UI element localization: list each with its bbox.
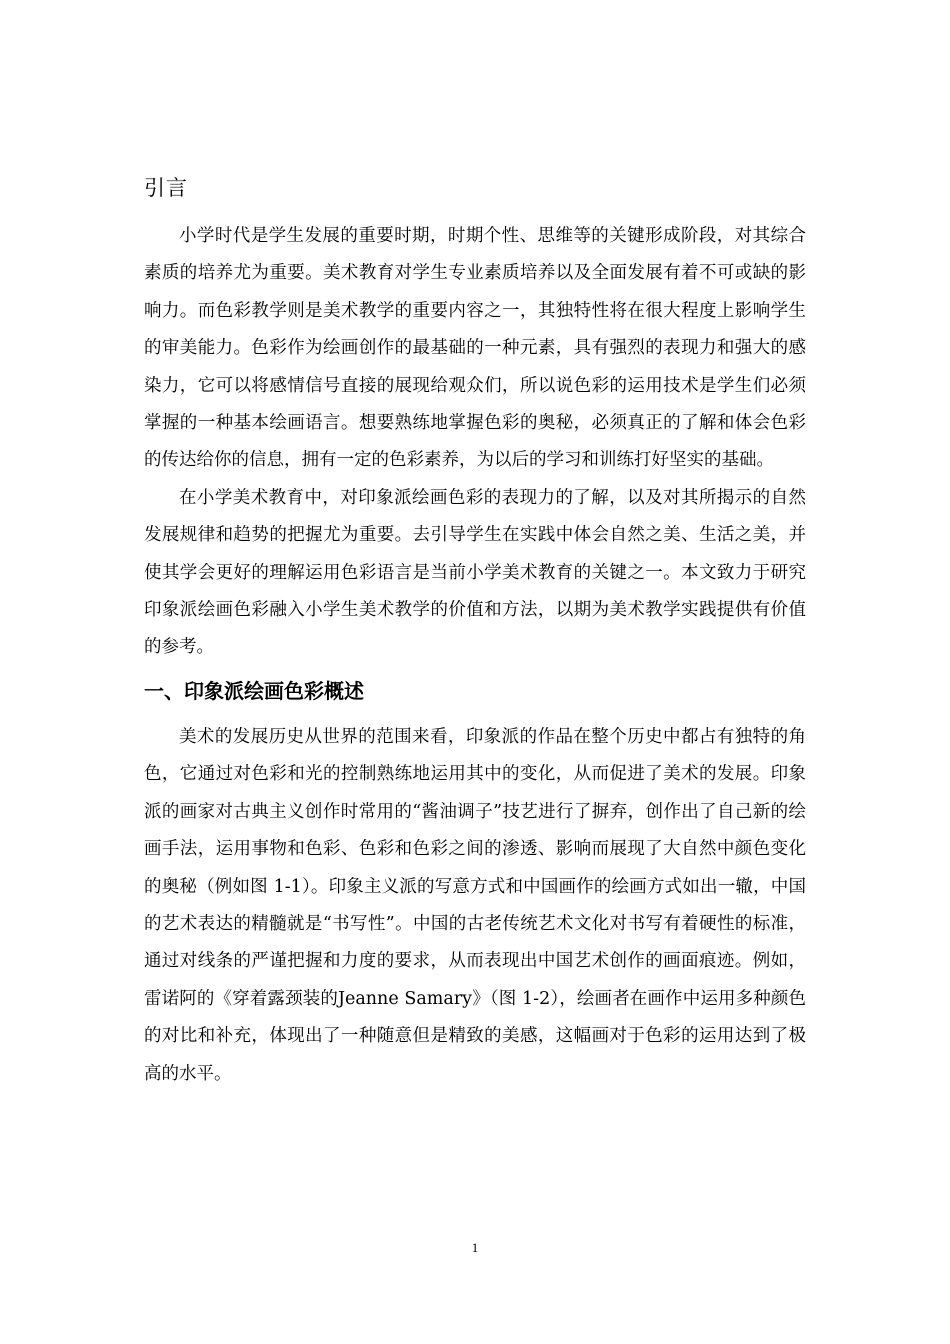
intro-paragraph-1: 小学时代是学生发展的重要时期，时期个性、思维等的关键形成阶段，对其综合素质的培养尤为重要。美术教育对学生专业素质培养以及全面发展有着不可或缺的影响力。而色彩教学则是美术教学的重要内容之一，其独特性将在很大程度上影响学生的审美能力。色彩作为绘画创作的最基础的一种元素，具有强烈的表现力和强大的感染力，它可以将感情信号直接的展现给观众们，所以说色彩的运用技术是学生们必须掌握的一种基本绘画语言。想要熟练地掌握色彩的奥秘，必须真正的了解和体会色彩的传达给你的信息，拥有一定的色彩素养，为以后的学习和训练打好坚实的基础。 [144, 226, 806, 471]
document-body [144, 168, 806, 1093]
intro-paragraph-2: 在小学美术教育中，对印象派绘画色彩的表现力的了解，以及对其所揭示的自然发展规律和趋势的把握尤为重要。去引导学生在实践中体会自然之美、生活之美，并使其学会更好的理解运用色彩语言是当前小学美术教育的关键之一。本文致力于研究印象派绘画色彩融入小学生美术教学的价值和方法，以期为美术教学实践提供有价值的参考。 [144, 487, 806, 658]
section-1-paragraph-1: 美术的发展历史从世界的范围来看，印象派的作品在整个历史中都占有独特的角色，它通过对色彩和光的控制熟练地运用其中的变化，从而促进了美术的发展。印象派的画家对古典主义创作时常用的“酱油调子”技艺进行了摒弃，创作出了自己新的绘画手法，运用事物和色彩、色彩和色彩之间的渗透、影响而展现了大自然中颜色变化的奥秘（例如图 1-1）。印象主义派的写意方式和中国画作的绘画方式如出一辙，中国的艺术表达的精髓就是“书写性”。中国的古老传统艺术文化对书写有着硬性的标准，通过对线条的严谨把握和力度的要求，从而表现出中国艺术创作的画面痕迹。例如，雷诺阿的《穿着露颈装的Jeanne Samary》（图 1-2），绘画者在画作中运用多种颜色的对比和补充，体现出了一种随意但是精致的美感，这幅画对于色彩的运用达到了极高的水平。 [144, 726, 806, 1084]
section-1-heading: 一、印象派绘画色彩概述 [144, 678, 364, 703]
page-number: 1 [471, 1240, 479, 1255]
intro-heading: 引言 [144, 176, 188, 200]
